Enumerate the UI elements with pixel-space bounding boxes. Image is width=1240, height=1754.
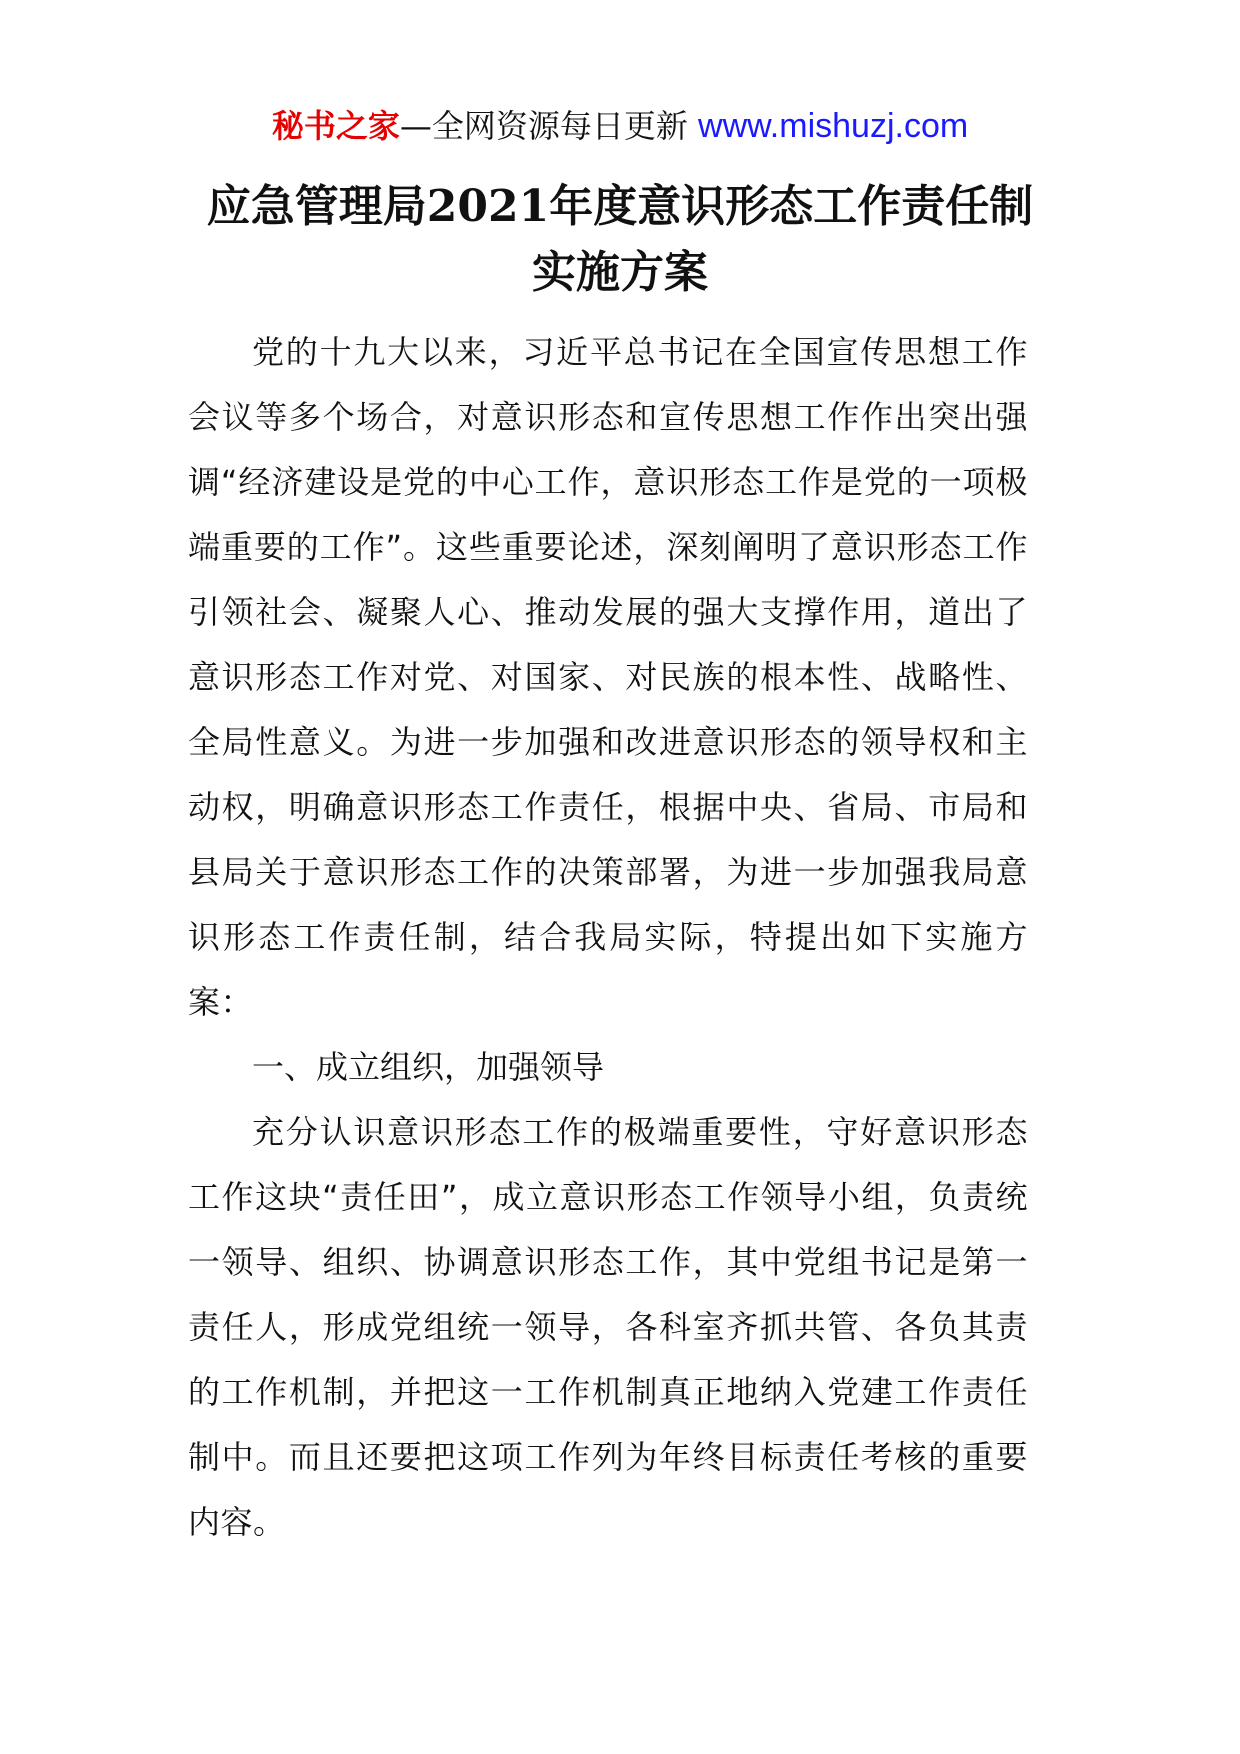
document-title-line-1: 应急管理局2021年度意识形态工作责任制 [206, 181, 1034, 232]
intro-paragraph: 党的十九大以来，习近平总书记在全国宣传思想工作会议等多个场合，对意识形态和宣传思想工作作出突出强调“经济建设是党的中心工作，意识形态工作是党的一项极端重要的工作”。这些重要论述，深刻阐明了意识形态工作引领社会、凝聚人心、推动发展的强大支撑作用，道出了意识形态工作对党、对国家、对民族的根本性、战略性、全局性意义。为进一步加强和改进意识形态的领导权和主动权，明确意识形态工作责任，根据中央、省局、市局和县局关于意识形态工作的决策部署，为进一步加强我局意识形态工作责任制，结合我局实际，特提出如下实施方案： [188, 333, 1028, 1021]
site-brand: 秘书之家 [271, 107, 400, 145]
section-heading-1: 一、成立组织，加强领导 [252, 1048, 605, 1086]
document-title [150, 174, 1090, 306]
site-header [0, 104, 1240, 148]
section-1-paragraph: 充分认识意识形态工作的极端重要性，守好意识形态工作这块“责任田”，成立意识形态工作领导小组，负责统一领导、组织、协调意识形态工作，其中党组书记是第一责任人，形成党组统一领导，各科室齐抓共管、各负其责的工作机制，并把这一工作机制真正地纳入党建工作责任制中。而且还要把这项工作列为年终目标责任考核的重要内容。 [188, 1113, 1028, 1541]
site-slogan: —全网资源每日更新 [399, 107, 699, 145]
site-url-link[interactable]: www.mishuzj.com [698, 107, 969, 145]
document-body [188, 320, 1028, 1555]
document-title-line-2: 实施方案 [532, 247, 708, 298]
